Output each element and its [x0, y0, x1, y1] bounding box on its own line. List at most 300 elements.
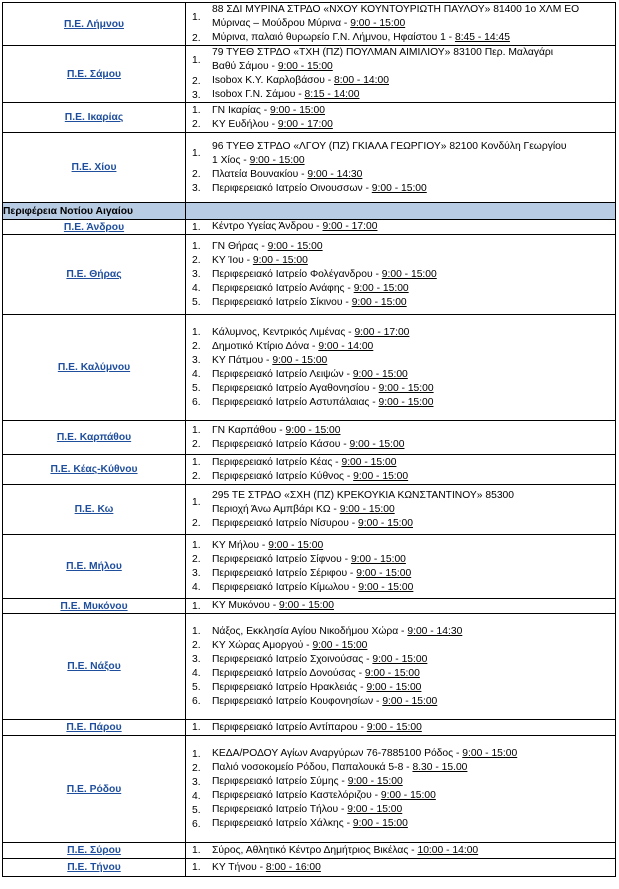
item-text — [212, 220, 615, 234]
list-item — [186, 817, 615, 831]
locations-cell — [186, 3, 616, 46]
table-row — [3, 46, 616, 103]
list-item — [186, 775, 615, 789]
item-line: Κέντρο Υγείας Άνδρου - — [212, 221, 323, 232]
list-item — [186, 220, 615, 234]
item-text — [212, 254, 615, 268]
item-line: Βαθύ Σάμου - — [212, 61, 278, 72]
item-line: ΚΥ Τήνου - — [212, 861, 266, 873]
item-number: 1. — [192, 221, 201, 233]
list-item — [186, 438, 615, 452]
item-text — [212, 104, 615, 118]
vaccination-centers-table — [2, 2, 616, 877]
list-item — [186, 88, 615, 102]
table-row — [3, 220, 616, 235]
item-number: 3. — [192, 654, 201, 665]
opening-hours: 9:00 - 15:00 — [366, 721, 422, 733]
unit-cell — [3, 614, 186, 720]
table-row — [3, 599, 616, 614]
opening-hours: 8:45 - 14:45 — [454, 32, 510, 43]
item-text — [212, 88, 615, 102]
item-number: 3. — [192, 355, 201, 366]
opening-hours: 9:00 - 15:00 — [352, 368, 408, 380]
item-line: Περιφερειακό Ιατρείο Κέας - — [212, 456, 342, 468]
unit-link[interactable]: Π.Ε. Πάρου — [66, 722, 122, 733]
item-line: Περιφερειακό Ιατρείο Σίκινου - — [212, 296, 352, 308]
item-text — [212, 667, 615, 681]
table-row — [3, 235, 616, 315]
item-line: Νάξος, Εκκλησία Αγίου Νικοδήμου Χώρα - — [212, 625, 408, 637]
opening-hours: 9:00 - 17:00 — [277, 118, 333, 130]
item-number: 2. — [192, 762, 201, 774]
item-line: Isobox Γ.Ν. Σάμου - — [212, 89, 305, 100]
list-item — [186, 667, 615, 681]
item-line: 88 ΣΔΙ ΜΥΡΙΝΑ ΣΤΡΔΟ «ΝΧΟΥ ΚΟΥΝΤΟΥΡΙΩΤΗ ΠΑΥΛΟΥ» 81400 1ο ΧΛΜ ΕΟ — [212, 4, 580, 15]
item-line: Περιφερειακό Ιατρείο Νίσυρου - — [212, 517, 359, 529]
opening-hours: 9:00 - 15:00 — [378, 396, 434, 408]
table-row — [3, 133, 616, 203]
item-line: Περιφερειακό Ιατρείο Σίφνου - — [212, 553, 351, 565]
item-line: Μύρινα, παλαιό θυρωρείο Γ.Ν. Λήμνου, Ηφαίστου 1 - — [212, 32, 455, 43]
table-row — [3, 859, 616, 877]
item-text — [212, 653, 615, 667]
unit-link[interactable]: Π.Ε. Τήνου — [67, 862, 121, 873]
unit-cell — [3, 220, 186, 235]
item-text — [212, 168, 615, 182]
unit-cell — [3, 720, 186, 736]
item-text — [212, 31, 615, 45]
item-line: Σύρος, Αθλητικό Κέντρο Δημήτριος Βικέλας - — [212, 844, 418, 856]
opening-hours: 8.30 - 15.00 — [412, 762, 468, 773]
opening-hours: 8:00 - 14:00 — [334, 75, 389, 86]
item-number: 6. — [192, 397, 201, 408]
list-item — [186, 354, 615, 368]
locations-cell — [186, 315, 616, 421]
unit-link[interactable]: Π.Ε. Λήμνου — [64, 18, 124, 30]
opening-hours: 9:00 - 15:00 — [353, 470, 409, 482]
unit-link[interactable]: Π.Ε. Ρόδου — [66, 783, 122, 795]
table-row — [3, 535, 616, 599]
location-list — [186, 424, 615, 452]
item-line: ΚΥ Πάτμου - — [212, 354, 273, 366]
locations-cell — [186, 535, 616, 599]
location-list — [186, 326, 615, 410]
opening-hours: 9:00 - 15:00 — [358, 517, 413, 529]
unit-link[interactable]: Π.Ε. Κω — [74, 504, 114, 515]
list-item — [186, 424, 615, 438]
locations-cell — [186, 485, 616, 535]
item-line: Περιφερειακό Ιατρείο Τήλου - — [212, 804, 348, 815]
item-line: ΚΥ Χώρας Αμοργού - — [212, 639, 313, 651]
item-text — [212, 340, 615, 354]
item-text — [212, 539, 615, 553]
item-text — [212, 489, 615, 517]
item-number: 1. — [192, 425, 201, 436]
item-number: 2. — [192, 518, 201, 529]
unit-link[interactable]: Π.Ε. Ικαρίας — [64, 112, 124, 123]
list-item — [186, 844, 615, 858]
item-number: 2. — [192, 341, 201, 352]
list-item — [186, 639, 615, 653]
item-line: Μύρινας – Μούδρου Μύρινα - — [212, 18, 351, 29]
list-item — [186, 599, 615, 613]
item-line: Περιφερειακό Ιατρείο Κάσου - — [212, 438, 350, 450]
location-list — [186, 489, 615, 531]
opening-hours: 9:00 - 15:00 — [381, 268, 437, 280]
list-item — [186, 74, 615, 88]
item-text — [212, 326, 615, 340]
item-text — [212, 424, 615, 438]
item-line: 96 ΤΥΕΘ ΣΤΡΔΟ «ΛΓΟΥ (ΠΖ) ΓΚΙΑΛΑ ΓΕΩΡΓΙΟΥ» 82100 Κονδύλη Γεωργίου — [212, 140, 567, 152]
unit-cell — [3, 315, 186, 421]
list-item — [186, 3, 615, 31]
unit-cell — [3, 421, 186, 455]
item-line: Περιφερειακό Ιατρείο Οινουσσων - — [212, 182, 372, 194]
location-list — [186, 844, 615, 858]
item-number: 3. — [192, 776, 201, 788]
item-line: 295 ΤΕ ΣΤΡΔΟ «ΣΧΗ (ΠΖ) ΚΡΕΚΟΥΚΙΑ ΚΩΝΣΤΑΝΤΙΝΟΥ» 85300 — [212, 489, 515, 501]
opening-hours: 9:00 - 17:00 — [322, 221, 378, 232]
item-number: 1. — [192, 457, 201, 468]
table-row — [3, 720, 616, 736]
item-text — [212, 721, 615, 735]
item-text — [212, 789, 615, 803]
item-number: 4. — [192, 283, 201, 294]
location-list — [186, 220, 615, 234]
item-number: 2. — [192, 554, 201, 565]
item-number: 5. — [192, 804, 201, 816]
item-line: ΚΥ Μήλου - — [212, 539, 269, 551]
item-text — [212, 282, 615, 296]
item-text — [212, 681, 615, 695]
table-row — [3, 736, 616, 843]
item-line: ΚΥ Μυκόνου - — [212, 600, 280, 611]
table-row — [3, 614, 616, 720]
item-line: Περιφερειακό Ιατρείο Σέριφου - — [212, 567, 357, 579]
region-header-filler — [186, 203, 616, 220]
table-row — [3, 485, 616, 535]
opening-hours: 9:00 - 15:00 — [339, 503, 395, 515]
table-row — [3, 455, 616, 485]
item-number: 1. — [192, 241, 201, 252]
opening-hours: 9:00 - 15:00 — [380, 790, 436, 801]
locations-cell — [186, 235, 616, 315]
locations-cell — [186, 133, 616, 203]
item-line: Περιφερειακό Ιατρείο Λειψών - — [212, 368, 353, 380]
item-number: 1. — [192, 148, 201, 159]
list-item — [186, 653, 615, 667]
locations-cell — [186, 455, 616, 485]
item-number: 3. — [192, 568, 201, 579]
opening-hours: 9:00 - 15:00 — [252, 254, 308, 266]
list-item — [186, 382, 615, 396]
table-row — [3, 843, 616, 859]
opening-hours: 9:00 - 15:00 — [270, 104, 325, 116]
unit-link[interactable]: Π.Ε. Μήλου — [66, 561, 122, 572]
opening-hours: 9:00 - 14:30 — [307, 168, 363, 180]
item-line: ΚΕΔΑ/ΡΟΔΟΥ Αγίων Αναργύρων 76-7885100 Ρόδος - — [212, 748, 463, 759]
item-line: Περιφερειακό Ιατρείο Κίμωλου - — [212, 581, 359, 593]
list-item — [186, 553, 615, 567]
item-text — [212, 803, 615, 817]
location-list — [186, 539, 615, 595]
item-text — [212, 182, 615, 196]
item-number: 6. — [192, 818, 201, 830]
item-line: 1 Χίος - — [212, 154, 250, 166]
list-item — [186, 517, 615, 531]
item-text — [212, 599, 615, 613]
unit-cell — [3, 599, 186, 614]
item-line: Δημοτικό Κτίριο Δόνα - — [212, 340, 319, 352]
item-text — [212, 354, 615, 368]
list-item — [186, 282, 615, 296]
item-line: Περιφερειακό Ιατρείο Αγαθονησίου - — [212, 382, 379, 394]
list-item — [186, 567, 615, 581]
item-number: 1. — [192, 11, 201, 23]
locations-cell — [186, 843, 616, 859]
item-number: 1. — [192, 845, 201, 856]
location-list — [186, 747, 615, 831]
list-item — [186, 296, 615, 310]
list-item — [186, 721, 615, 735]
item-line: 79 ΤΥΕΘ ΣΤΡΔΟ «ΤΧΗ (ΠΖ) ΠΟΥΛΜΑΝ ΑΙΜΙΛΙΟΥ» 83100 Περ. Μαλαγάρι — [212, 47, 554, 58]
region-header-row — [3, 203, 616, 220]
opening-hours: 9:00 - 15:00 — [350, 18, 406, 29]
item-line: ΓΝ Θήρας - — [212, 240, 268, 252]
item-text — [212, 553, 615, 567]
item-line: ΓΝ Ικαρίας - — [212, 104, 271, 116]
list-item — [186, 46, 615, 74]
item-number: 4. — [192, 668, 201, 679]
unit-cell — [3, 455, 186, 485]
list-item — [186, 456, 615, 470]
item-text — [212, 625, 615, 639]
item-number: 3. — [192, 183, 201, 194]
opening-hours: 9:00 - 15:00 — [350, 553, 406, 565]
item-number: 2. — [192, 255, 201, 266]
item-number: 1. — [192, 540, 201, 551]
item-number: 4. — [192, 369, 201, 380]
item-line: ΚΥ Ευδήλου - — [212, 118, 278, 130]
item-number: 2. — [192, 439, 201, 450]
locations-cell — [186, 599, 616, 614]
item-text — [212, 844, 615, 858]
list-item — [186, 140, 615, 168]
opening-hours: 9:00 - 15:00 — [353, 282, 409, 294]
opening-hours: 9:00 - 15:00 — [277, 61, 333, 72]
list-item — [186, 803, 615, 817]
list-item — [186, 340, 615, 354]
item-number: 3. — [192, 269, 201, 280]
opening-hours: 9:00 - 15:00 — [358, 581, 414, 593]
item-text — [212, 240, 615, 254]
item-number: 5. — [192, 383, 201, 394]
unit-link[interactable]: Π.Ε. Άνδρου — [63, 221, 125, 233]
opening-hours: 9:00 - 15:00 — [349, 438, 405, 450]
opening-hours: 9:00 - 15:00 — [364, 667, 420, 679]
item-number: 1. — [192, 626, 201, 637]
item-line: ΚΥ Ίου - — [212, 254, 253, 266]
locations-cell — [186, 46, 616, 103]
unit-link[interactable]: Π.Ε. Θήρας — [66, 269, 122, 280]
unit-cell — [3, 485, 186, 535]
item-line: Περιφερειακό Ιατρείο Αντίπαρου - — [212, 721, 367, 733]
item-number: 4. — [192, 790, 201, 802]
item-number: 4. — [192, 582, 201, 593]
unit-link[interactable]: Π.Ε. Καρπάθου — [56, 432, 132, 443]
unit-link[interactable]: Π.Ε. Χίου — [71, 162, 117, 173]
table-row — [3, 103, 616, 133]
list-item — [186, 761, 615, 775]
opening-hours: 8:00 - 16:00 — [265, 861, 321, 873]
location-list — [186, 861, 615, 875]
opening-hours: 9:00 - 15:00 — [312, 639, 368, 651]
opening-hours: 9:00 - 15:00 — [268, 539, 324, 551]
opening-hours: 9:00 - 15:00 — [267, 240, 323, 252]
item-line: Περιφερειακό Ιατρείο Σχοινούσας - — [212, 653, 373, 665]
unit-link[interactable]: Π.Ε. Κέας-Κύθνου — [50, 464, 138, 475]
list-item — [186, 470, 615, 484]
item-text — [212, 368, 615, 382]
table-body — [3, 3, 616, 877]
unit-cell — [3, 235, 186, 315]
opening-hours: 9:00 - 15:00 — [341, 456, 397, 468]
item-line: Περιφερειακό Ιατρείο Κύθνος - — [212, 470, 354, 482]
item-text — [212, 817, 615, 831]
unit-cell — [3, 736, 186, 843]
location-list — [186, 625, 615, 709]
item-text — [212, 268, 615, 282]
unit-cell — [3, 859, 186, 877]
location-list — [186, 240, 615, 310]
opening-hours: 10:00 - 14:00 — [417, 844, 479, 856]
opening-hours: 9:00 - 15:00 — [352, 818, 408, 829]
opening-hours: 9:00 - 15:00 — [272, 354, 328, 366]
list-item — [186, 681, 615, 695]
item-line: Περιφερειακό Ιατρείο Αστυπάλαιας - — [212, 396, 379, 408]
opening-hours: 9:00 - 15:00 — [351, 296, 407, 308]
unit-link[interactable]: Π.Ε. Νάξου — [67, 661, 121, 672]
opening-hours: 9:00 - 15:00 — [249, 154, 305, 166]
item-text — [212, 456, 615, 470]
item-number: 3. — [192, 89, 201, 101]
item-line: Περιφερειακό Ιατρείο Σύμης - — [212, 776, 348, 787]
item-line: Περιφερειακό Ιατρείο Ηρακλειάς - — [212, 681, 367, 693]
item-number: 1. — [192, 327, 201, 338]
table-row — [3, 421, 616, 455]
opening-hours: 9:00 - 15:00 — [285, 424, 341, 436]
table-row — [3, 315, 616, 421]
opening-hours: 8:15 - 14:00 — [304, 89, 360, 100]
opening-hours: 9:00 - 14:00 — [318, 340, 374, 352]
item-text — [212, 761, 615, 775]
item-number: 2. — [192, 32, 201, 44]
item-text — [212, 861, 615, 875]
item-number: 1. — [192, 54, 201, 66]
location-list — [186, 456, 615, 484]
opening-hours: 9:00 - 15:00 — [382, 695, 438, 707]
unit-link[interactable]: Π.Ε. Καλύμνου — [57, 362, 131, 373]
list-item — [186, 396, 615, 410]
location-list — [186, 721, 615, 735]
item-text — [212, 775, 615, 789]
item-line: Κάλυμνος, Κεντρικός Λιμένας - — [212, 326, 355, 338]
list-item — [186, 489, 615, 517]
location-list — [186, 599, 615, 613]
opening-hours: 9:00 - 15:00 — [356, 567, 412, 579]
item-number: 6. — [192, 696, 201, 707]
list-item — [186, 104, 615, 118]
item-line: Παλιό νοσοκομείο Ρόδου, Παπαλουκά 5-8 - — [212, 762, 413, 773]
item-text — [212, 3, 615, 31]
opening-hours: 9:00 - 15:00 — [378, 382, 434, 394]
item-number: 1. — [192, 497, 201, 508]
item-number: 1. — [192, 600, 201, 612]
item-text — [212, 695, 615, 709]
item-text — [212, 396, 615, 410]
opening-hours: 9:00 - 15:00 — [279, 600, 334, 611]
item-line: Περιφερειακό Ιατρείο Ανάφης - — [212, 282, 354, 294]
item-text — [212, 140, 615, 168]
unit-cell — [3, 103, 186, 133]
opening-hours: 9:00 - 15:00 — [372, 653, 428, 665]
item-text — [212, 517, 615, 531]
table-row — [3, 3, 616, 46]
location-list — [186, 140, 615, 196]
list-item — [186, 168, 615, 182]
item-text — [212, 581, 615, 595]
locations-cell — [186, 421, 616, 455]
item-text — [212, 382, 615, 396]
item-line: Περιφερειακό Ιατρείο Χάλκης - — [212, 818, 353, 829]
item-text — [212, 296, 615, 310]
unit-link[interactable]: Π.Ε. Σάμου — [67, 68, 121, 80]
opening-hours: 9:00 - 15:00 — [462, 748, 518, 759]
opening-hours: 9:00 - 17:00 — [354, 326, 410, 338]
list-item — [186, 31, 615, 45]
locations-cell — [186, 859, 616, 877]
item-text — [212, 438, 615, 452]
locations-cell — [186, 720, 616, 736]
list-item — [186, 368, 615, 382]
list-item — [186, 695, 615, 709]
unit-cell — [3, 843, 186, 859]
list-item — [186, 625, 615, 639]
item-number: 2. — [192, 471, 201, 482]
list-item — [186, 182, 615, 196]
locations-cell — [186, 614, 616, 720]
item-text — [212, 470, 615, 484]
list-item — [186, 861, 615, 875]
opening-hours: 9:00 - 15:00 — [366, 681, 422, 693]
list-item — [186, 539, 615, 553]
item-text — [212, 118, 615, 132]
unit-cell — [3, 3, 186, 46]
location-list — [186, 104, 615, 132]
item-line: ΓΝ Καρπάθου - — [212, 424, 286, 436]
item-number: 5. — [192, 297, 201, 308]
item-number: 1. — [192, 862, 201, 873]
list-item — [186, 240, 615, 254]
unit-link[interactable]: Π.Ε. Μυκόνου — [60, 600, 128, 612]
item-number: 1. — [192, 105, 201, 116]
item-number: 2. — [192, 119, 201, 130]
item-text — [212, 74, 615, 88]
item-number: 1. — [192, 748, 201, 760]
list-item — [186, 789, 615, 803]
unit-link[interactable]: Π.Ε. Σύρου — [67, 845, 121, 856]
unit-cell — [3, 133, 186, 203]
